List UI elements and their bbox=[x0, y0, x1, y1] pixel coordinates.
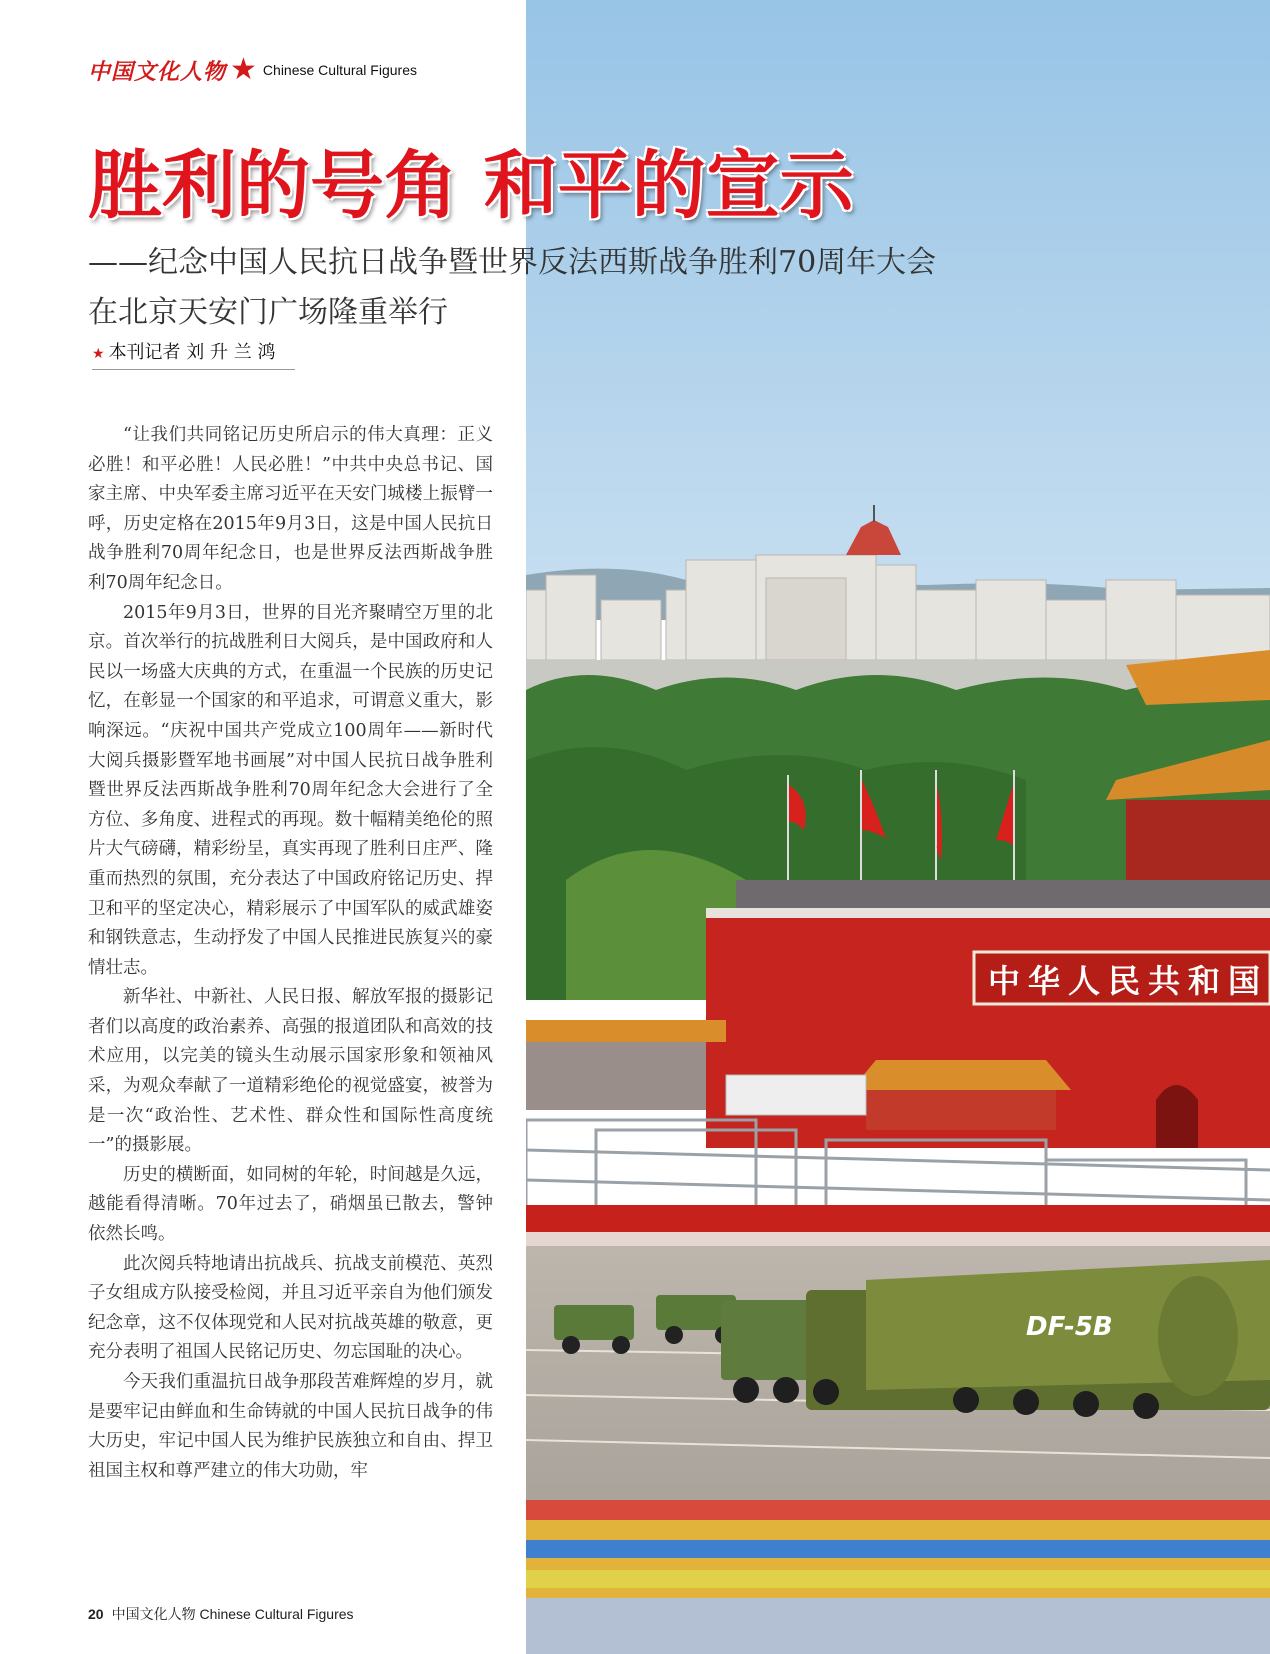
paragraph: 新华社、中新社、人民日报、解放军报的摄影记者们以高度的政治素养、高强的报道团队和高效的技术应用，以完美的镜头生动展示国家形象和领袖风采，为观众奉献了一道精彩绝伦的视觉盛宴，被誉为是一次“政治性、艺术性、群众性和国际性高度统一”的摄影展。 bbox=[88, 987, 493, 1156]
missile-label: DF-5B bbox=[1026, 1312, 1113, 1342]
article-body bbox=[88, 421, 493, 1486]
paragraph: 2015年9月3日，世界的目光齐聚晴空万里的北京。首次举行的抗战胜利日大阅兵，是中国政府和人民以一场盛大庆典的方式，在重温一个民族的历史记忆，在彰显一个国家的和平追求，可谓意义重大，影响深远。“庆祝中国共产党成立100周年——新时代大阅兵摄影暨军地书画展”对中国人民抗日战争胜利暨世界反法西斯战争胜利70周年纪念大会进行了全方位、多角度、进程式的再现。数十幅精美绝伦的照片大气磅礴，精彩纷呈，真实再现了胜利日庄严、隆重而热烈的氛围，充分表达了中国政府铭记历史、捍卫和平的坚定决心，精彩展示了中国军队的威武雄姿和钢铁意志，生动抒发了中国人民推进民族复兴的豪情壮志。 bbox=[88, 602, 493, 978]
footer-publication: 中国文化人物 Chinese Cultural Figures bbox=[111, 1606, 354, 1622]
magazine-header bbox=[88, 52, 417, 88]
star-icon: ★ bbox=[230, 52, 257, 87]
article-title: 胜利的号角 和平的宣示 bbox=[88, 143, 854, 229]
byline bbox=[92, 338, 295, 370]
byline-text: 本刊记者 刘 升 兰 鸿 bbox=[108, 342, 276, 363]
paragraph: 历史的横断面，如同树的年轮，时间越是久远，越能看得清晰。70年过去了，硝烟虽已散去，警钟依然长鸣。 bbox=[88, 1164, 493, 1245]
paragraph: “让我们共同铭记历史所启示的伟大真理：正义必胜！和平必胜！人民必胜！”中共中央总书记、国家主席、中央军委主席习近平在天安门城楼上振臂一呼，历史定格在2015年9月3日，这是中国人民抗日战争胜利70周年纪念日，也是世界反法西斯战争胜利70周年纪念日。 bbox=[88, 425, 493, 593]
paragraph: 今天我们重温抗日战争那段苦难辉煌的岁月，就是要牢记由鲜血和生命铸就的中国人民抗日战争的伟大历史，牢记中国人民为维护民族独立和自由、捍卫祖国主权和尊严建立的伟大功勋，牢 bbox=[88, 1372, 493, 1481]
paragraph: 此次阅兵特地请出抗战兵、抗战支前模范、英烈子女组成方队接受检阅，并且习近平亲自为他们颁发纪念章，这不仅体现党和人民对抗战英雄的敬意，更充分表明了祖国人民铭记历史、勿忘国耻的决心。 bbox=[88, 1253, 493, 1363]
article-subtitle bbox=[88, 238, 936, 338]
star-icon: ★ bbox=[92, 346, 105, 362]
brand-name-cn: 中国文化人物 bbox=[88, 58, 227, 85]
subtitle-line-2: 在北京天安门广场隆重举行 bbox=[88, 295, 448, 330]
page-number: 20 bbox=[88, 1606, 104, 1622]
brand-name-en: Chinese Cultural Figures bbox=[262, 62, 417, 78]
subtitle-line-1: ——纪念中国人民抗日战争暨世界反法西斯战争胜利70周年大会 bbox=[88, 245, 937, 280]
page-footer bbox=[88, 1604, 354, 1624]
gate-banner: 中华人民共和国 bbox=[988, 962, 1269, 1000]
